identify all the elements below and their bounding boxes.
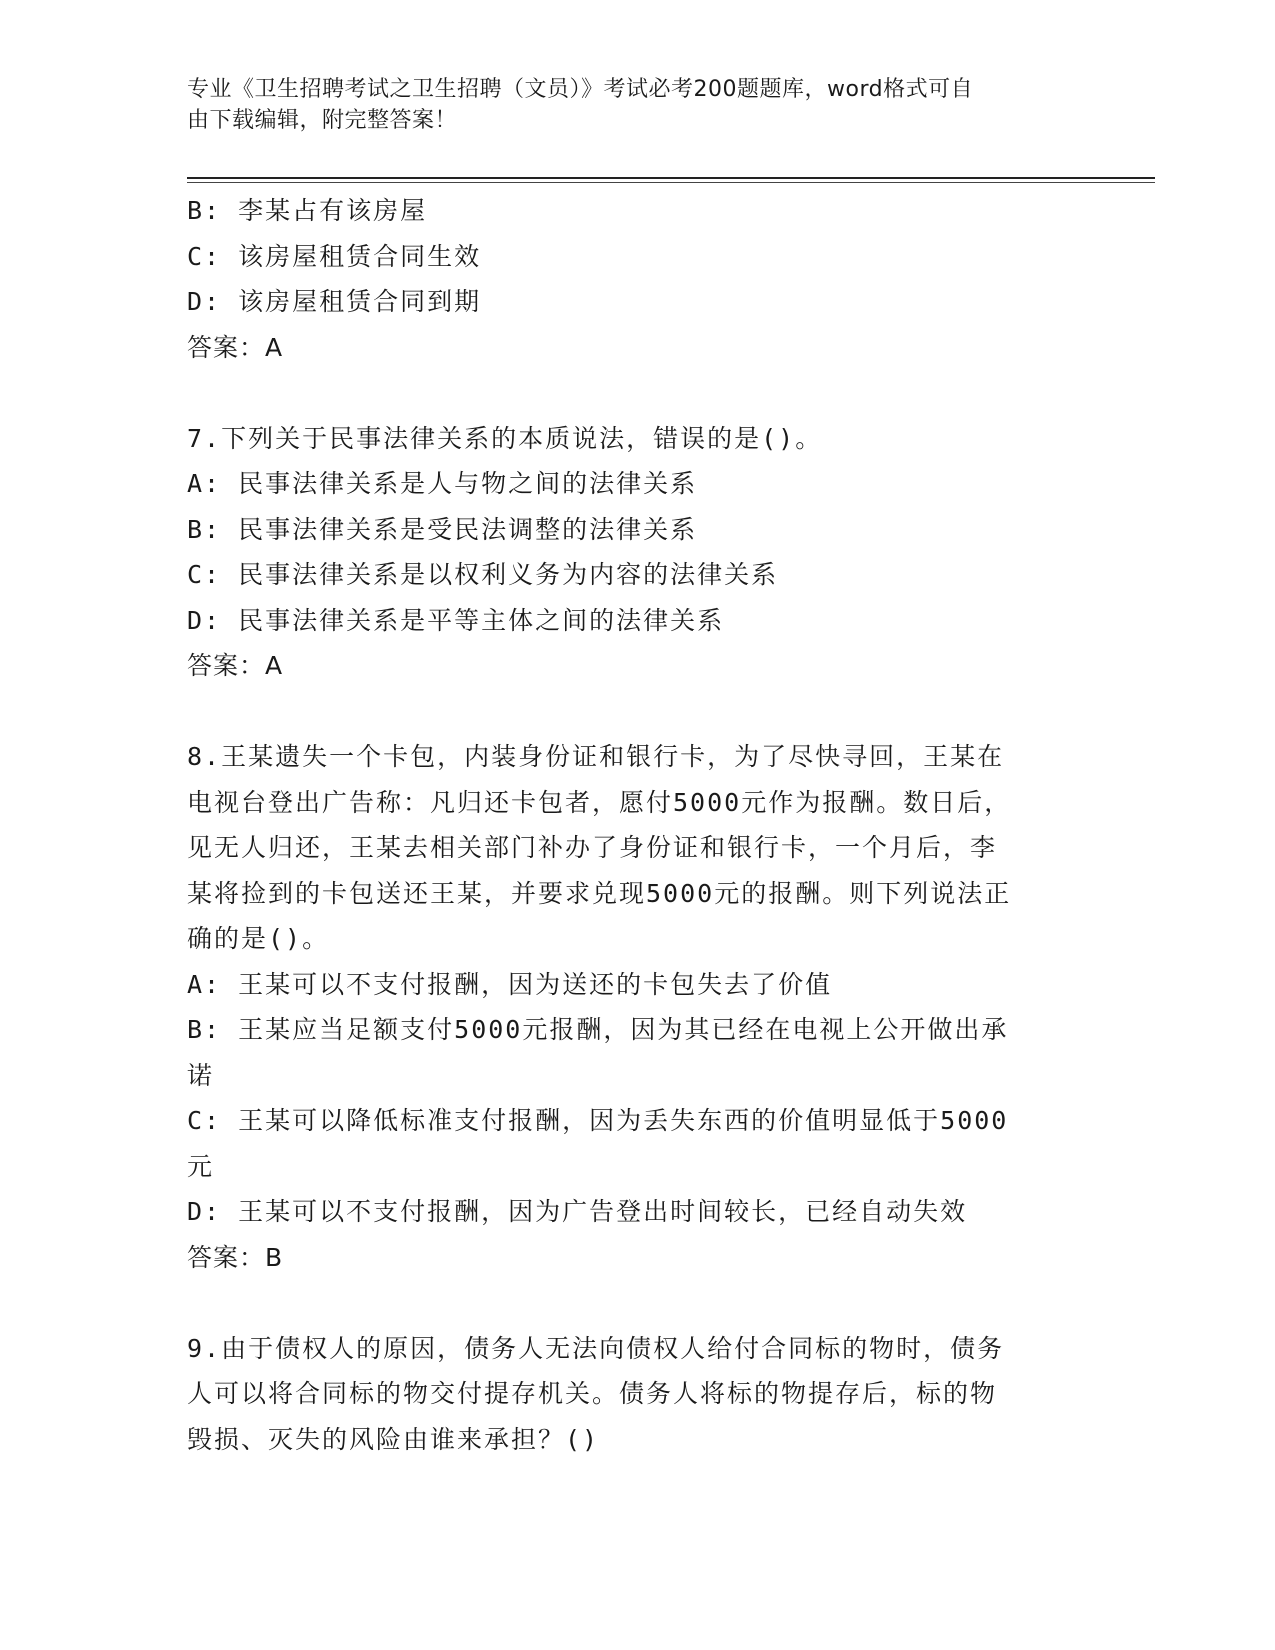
option-b: B: 民事法律关系是受民法调整的法律关系 <box>187 514 698 544</box>
question-stem-line: 毁损、灭失的风险由谁来承担？() <box>187 1424 600 1454</box>
option-d: D: 该房屋租赁合同到期 <box>187 287 482 316</box>
option-b: B: 王某应当足额支付5000元报酬，因为其已经在电视上公开做出承 <box>187 1015 1009 1044</box>
option-b: B: 李某占有该房屋 <box>187 196 428 225</box>
answer: 答案：A <box>187 332 284 362</box>
answer: 答案：B <box>187 1242 284 1272</box>
document-header <box>187 74 1067 136</box>
spacer <box>187 1280 1077 1326</box>
question-stem-line: 见无人归还，王某去相关部门补办了身份证和银行卡，一个月后，李 <box>187 833 998 862</box>
header-line-2: 由下载编辑，附完整答案！ <box>187 108 458 133</box>
question-stem-line: 9.由于债权人的原因，债务人无法向债权人给付合同标的物时，债务 <box>187 1333 1005 1363</box>
question-stem: 7.下列关于民事法律关系的本质说法，错误的是()。 <box>187 423 823 453</box>
spacer <box>187 689 1077 735</box>
answer: 答案：A <box>187 651 284 680</box>
document-body <box>187 188 1077 1462</box>
question-stem-line: 电视台登出广告称：凡归还卡包者，愿付5000元作为报酬。数日后， <box>187 787 1012 817</box>
option-d: D: 民事法律关系是平等主体之间的法律关系 <box>187 605 725 635</box>
header-divider-thin <box>187 182 1155 183</box>
question-stem-line: 8.王某遗失一个卡包，内装身份证和银行卡，为了尽快寻回，王某在 <box>187 742 1005 771</box>
spacer <box>187 370 1077 416</box>
question-9 <box>187 1326 1077 1463</box>
question-7 <box>187 416 1077 689</box>
option-a: A: 民事法律关系是人与物之间的法律关系 <box>187 469 698 498</box>
option-b-continued: 诺 <box>187 1060 215 1090</box>
option-c: C: 该房屋租赁合同生效 <box>187 241 482 271</box>
option-a: A: 王某可以不支付报酬，因为送还的卡包失去了价值 <box>187 969 833 999</box>
option-c-continued: 元 <box>187 1151 215 1181</box>
option-c: C: 王某可以降低标准支付报酬，因为丢失东西的价值明显低于5000 <box>187 1106 1009 1135</box>
header-line-1: 专业《卫生招聘考试之卫生招聘（文员）》考试必考200题题库，word格式可自 <box>187 77 974 102</box>
option-d: D: 王某可以不支付报酬，因为广告登出时间较长，已经自动失效 <box>187 1197 968 1226</box>
question-stem-line: 人可以将合同标的物交付提存机关。债务人将标的物提存后，标的物 <box>187 1379 998 1408</box>
question-8 <box>187 734 1077 1280</box>
question-stem-line: 确的是()。 <box>187 924 330 953</box>
question-stem-line: 某将捡到的卡包送还王某，并要求兑现5000元的报酬。则下列说法正 <box>187 878 1012 908</box>
option-c: C: 民事法律关系是以权利义务为内容的法律关系 <box>187 560 779 589</box>
question-6-tail <box>187 188 1077 370</box>
header-divider-thick <box>187 177 1155 179</box>
